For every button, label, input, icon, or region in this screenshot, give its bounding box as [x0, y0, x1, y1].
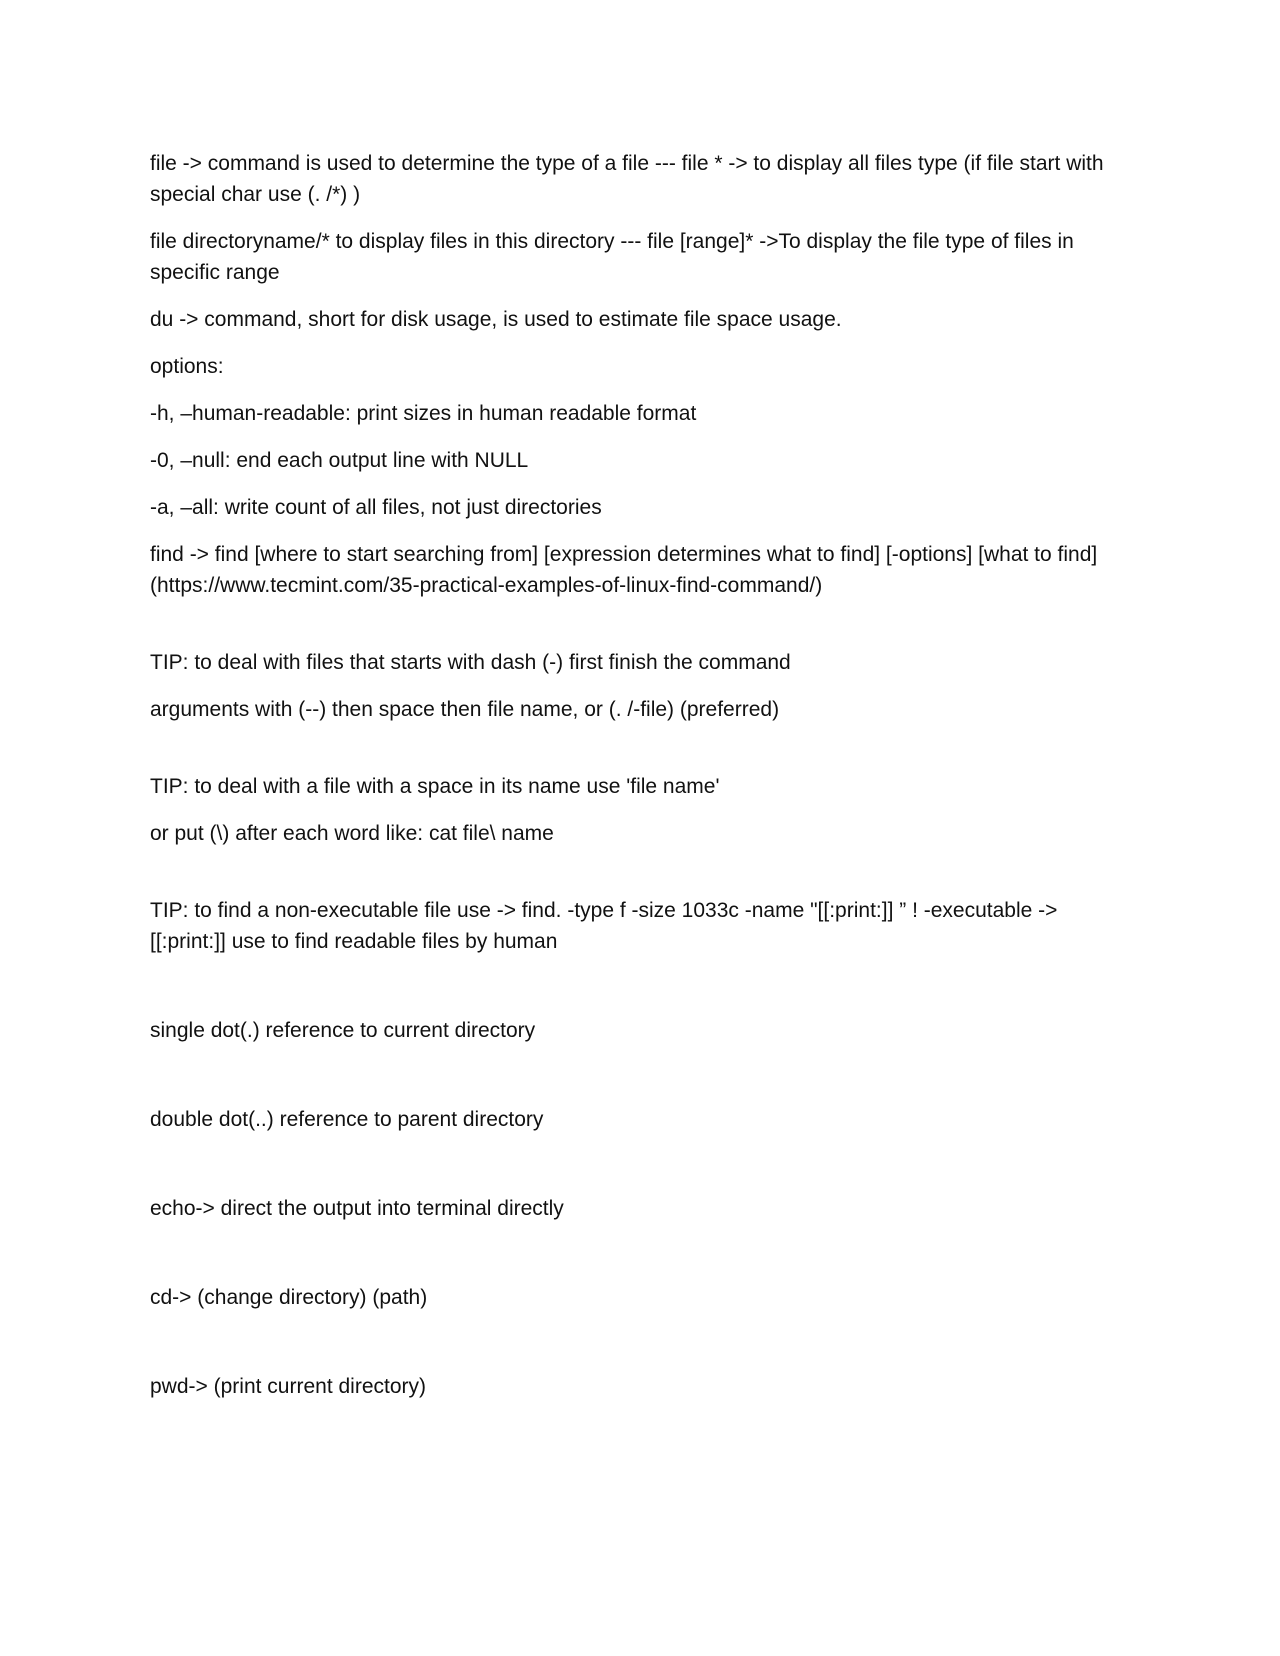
paragraph-echo-command: echo-> direct the output into terminal directly [150, 1197, 564, 1220]
paragraph-double-dot: double dot(..) reference to parent directory [150, 1108, 544, 1131]
paragraph-options-heading: options: [150, 355, 224, 378]
paragraph-tip-find-non-executable: TIP: to find a non-executable file use -> find. -type f -size 1033c -name "[[:print:]] ” ! -executable -> [[:print:]] use to find readable files by human [150, 899, 1058, 953]
paragraph-tip-dash-files: TIP: to deal with files that starts with dash (-) first finish the command [150, 651, 791, 674]
paragraph-tip-dash-arguments: arguments with (--) then space then file name, or (. /-file) (preferred) [150, 698, 780, 721]
paragraph-tip-space-escape: or put (\) after each word like: cat file\ name [150, 822, 554, 845]
paragraph-pwd-command: pwd-> (print current directory) [150, 1375, 427, 1398]
paragraph-du-command: du -> command, short for disk usage, is used to estimate file space usage. [150, 308, 842, 331]
paragraph-tip-space-name: TIP: to deal with a file with a space in its name use 'file name' [150, 775, 720, 798]
paragraph-find-command: find -> find [where to start searching from] [expression determines what to find] [-options] [what to find] (https://www.tecmint.com/35-practical-examples-of-linux-find-command/) [150, 543, 1098, 597]
paragraph-option-all: -a, –all: write count of all files, not just directories [150, 496, 602, 519]
document-body [150, 148, 1130, 1402]
paragraph-option-null: -0, –null: end each output line with NULL [150, 449, 529, 472]
paragraph-file-command: file -> command is used to determine the type of a file --- file * -> to display all files type (if file start with special char use (. /*) ) [150, 152, 1104, 206]
paragraph-cd-command: cd-> (change directory) (path) [150, 1286, 428, 1309]
paragraph-file-directory: file directoryname/* to display files in this directory --- file [range]* ->To display the file type of files in specific range [150, 230, 1074, 284]
paragraph-option-human-readable: -h, –human-readable: print sizes in human readable format [150, 402, 697, 425]
paragraph-single-dot: single dot(.) reference to current directory [150, 1019, 536, 1042]
